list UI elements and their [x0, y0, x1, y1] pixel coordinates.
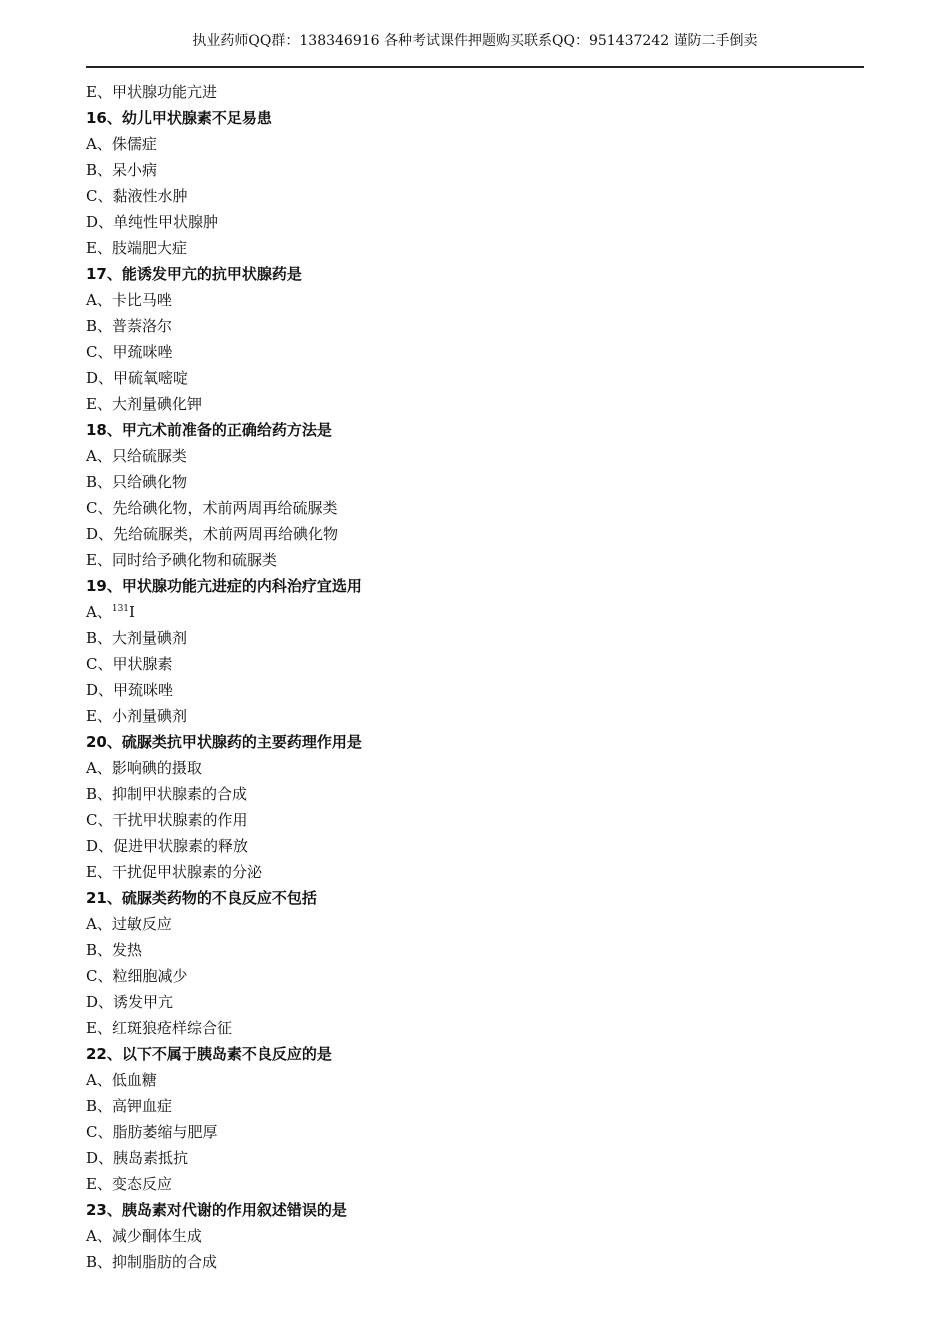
question-stem: 21、硫脲类药物的不良反应不包括 — [86, 889, 317, 907]
answer-option: D、诱发甲亢 — [86, 993, 174, 1011]
answer-option: D、胰岛素抵抗 — [86, 1149, 189, 1167]
answer-option: C、干扰甲状腺素的作用 — [86, 811, 248, 829]
answer-option: E、红斑狼疮样综合征 — [86, 1019, 232, 1037]
answer-option: C、甲巯咪唑 — [86, 343, 173, 361]
page-header: 执业药师QQ群：138346916 各种考试课件押题购买联系QQ：951437242 谨防二手倒卖 — [192, 33, 758, 49]
answer-option: C、粒细胞减少 — [86, 967, 188, 985]
answer-option: B、抑制甲状腺素的合成 — [86, 785, 248, 803]
answer-option: B、大剂量碘剂 — [86, 629, 188, 647]
answer-option: A、只给硫脲类 — [86, 447, 187, 465]
question-list — [86, 79, 864, 1275]
answer-option: E、大剂量碘化钾 — [86, 395, 202, 413]
answer-option: E、甲状腺功能亢进 — [86, 83, 217, 101]
answer-option: C、脂肪萎缩与肥厚 — [86, 1123, 218, 1141]
answer-option: D、甲硫氧嘧啶 — [86, 369, 189, 387]
answer-option: B、抑制脂肪的合成 — [86, 1253, 218, 1271]
header-rule — [86, 66, 864, 68]
answer-option: A、低血糖 — [86, 1071, 157, 1089]
answer-option: B、只给碘化物 — [86, 473, 188, 491]
answer-option: E、肢端肥大症 — [86, 239, 187, 257]
answer-option: C、甲状腺素 — [86, 655, 173, 673]
answer-option: D、先给硫脲类，术前两周再给碘化物 — [86, 525, 339, 543]
question-stem: 20、硫脲类抗甲状腺药的主要药理作用是 — [86, 733, 362, 751]
answer-option: A、侏儒症 — [86, 135, 157, 153]
isotope-superscript: 131 — [111, 604, 130, 614]
answer-option: D、促进甲状腺素的释放 — [86, 837, 249, 855]
question-stem: 17、能诱发甲亢的抗甲状腺药是 — [86, 265, 302, 283]
answer-option: E、干扰促甲状腺素的分泌 — [86, 863, 262, 881]
answer-option: B、普萘洛尔 — [86, 317, 173, 335]
answer-option: A、影响碘的摄取 — [86, 759, 202, 777]
answer-option: A、卡比马唑 — [86, 291, 172, 309]
question-stem: 16、幼儿甲状腺素不足易患 — [86, 109, 272, 127]
question-stem: 22、以下不属于胰岛素不良反应的是 — [86, 1045, 332, 1063]
question-stem: 18、甲亢术前准备的正确给药方法是 — [86, 421, 332, 439]
answer-option: B、高钾血症 — [86, 1097, 173, 1115]
question-stem: 23、胰岛素对代谢的作用叙述错误的是 — [86, 1201, 347, 1219]
option-text: I — [129, 603, 135, 621]
answer-option: E、小剂量碘剂 — [86, 707, 187, 725]
answer-option: A、减少酮体生成 — [86, 1227, 202, 1245]
answer-option: E、变态反应 — [86, 1175, 172, 1193]
question-stem: 19、甲状腺功能亢进症的内科治疗宜选用 — [86, 577, 362, 595]
answer-option: A、过敏反应 — [86, 915, 172, 933]
answer-option: C、黏液性水肿 — [86, 187, 188, 205]
answer-option — [86, 599, 864, 625]
option-prefix: A、 — [86, 603, 112, 621]
answer-option: E、同时给予碘化物和硫脲类 — [86, 551, 277, 569]
answer-option: B、发热 — [86, 941, 143, 959]
answer-option: D、单纯性甲状腺肿 — [86, 213, 219, 231]
answer-option: C、先给碘化物，术前两周再给硫脲类 — [86, 499, 338, 517]
answer-option: D、甲巯咪唑 — [86, 681, 174, 699]
answer-option: B、呆小病 — [86, 161, 158, 179]
